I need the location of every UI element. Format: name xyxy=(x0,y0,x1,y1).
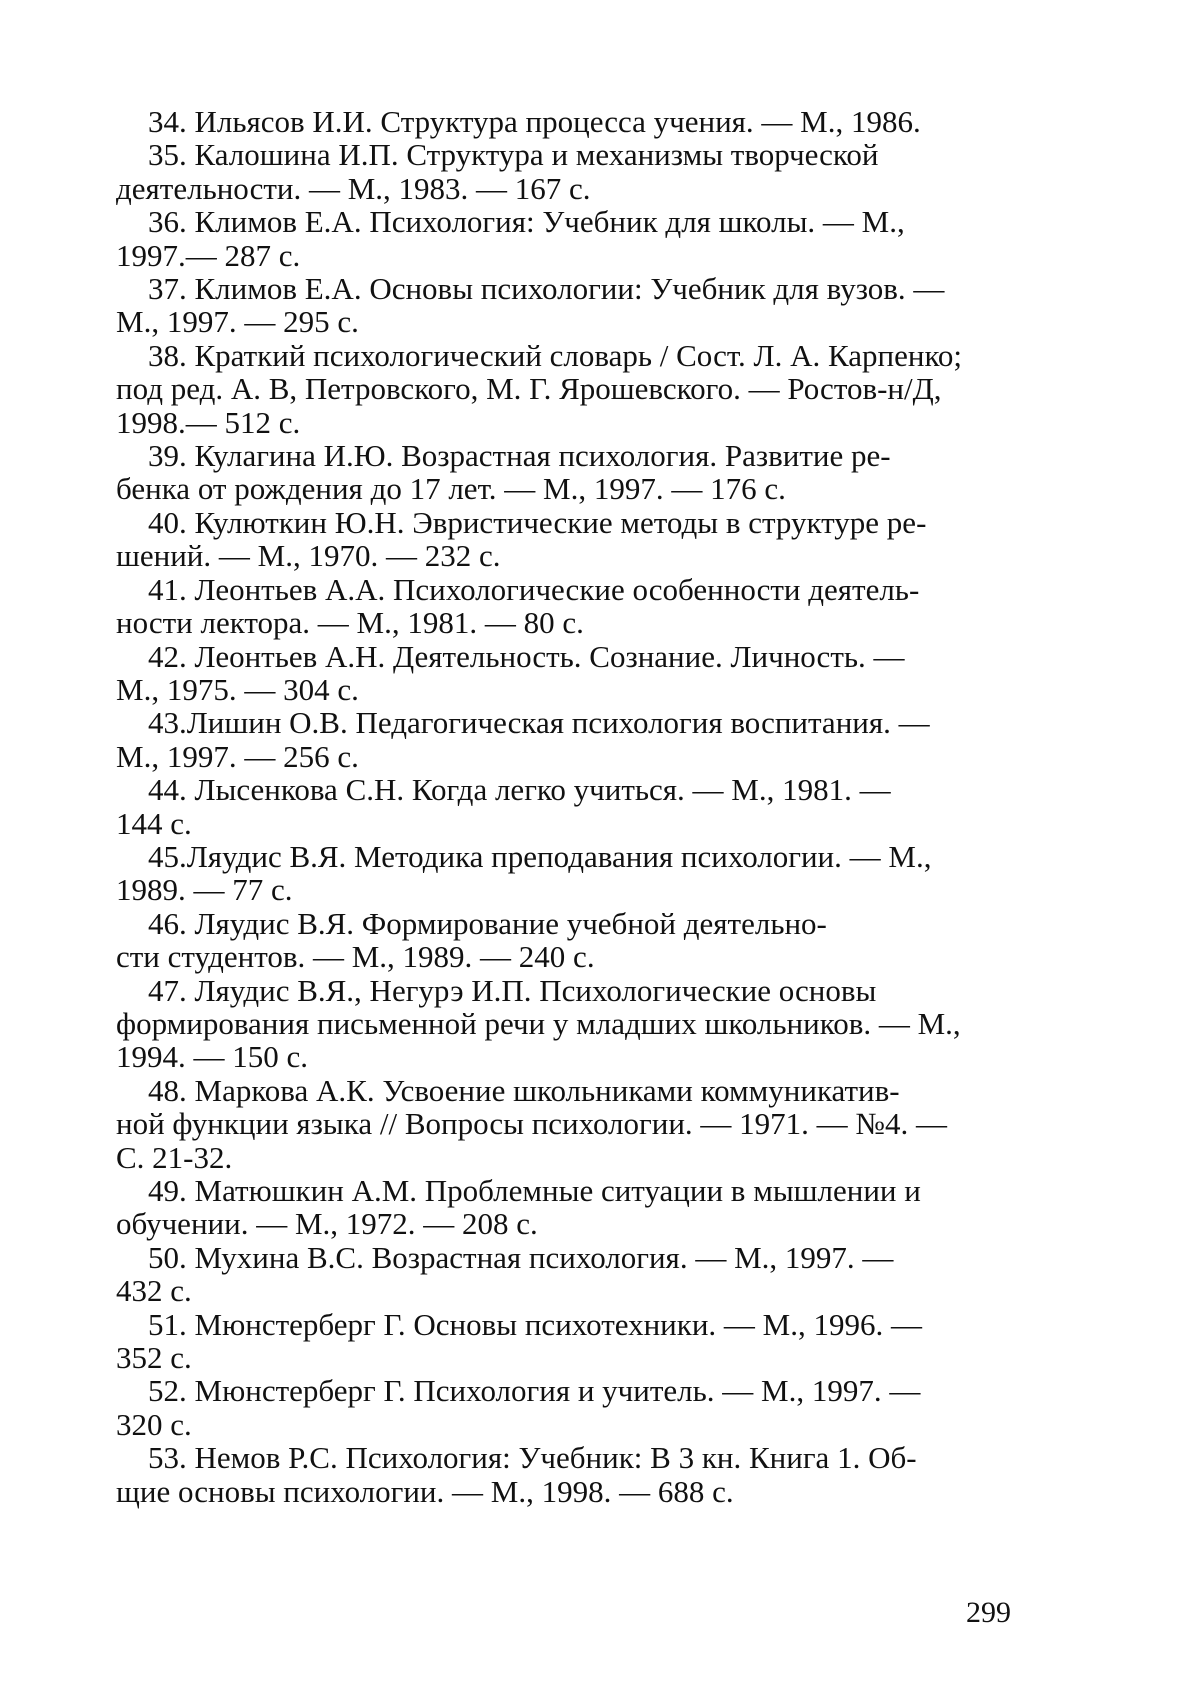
entry-line: 144 с. xyxy=(116,805,192,841)
bibliography-entry-49 xyxy=(116,1174,1020,1241)
entry-line: ности лектора. — М., 1981. — 80 с. xyxy=(116,605,584,641)
entry-line: формирования письменной речи у младших школьников. — М., xyxy=(116,1005,961,1041)
bibliography-entry-42 xyxy=(116,640,1020,707)
entry-line: 40. Кулюткин Ю.Н. Эвристические методы в структуре ре- xyxy=(148,504,927,540)
bibliography-entry-50 xyxy=(116,1241,1020,1308)
entry-line: М., 1997. — 256 с. xyxy=(116,738,359,774)
bibliography-entry-34 xyxy=(116,105,1020,138)
entry-line: 37. Климов Е.А. Основы психологии: Учебник для вузов. — xyxy=(148,271,945,307)
bibliography-entry-43 xyxy=(116,706,1020,773)
entry-line: 432 с. xyxy=(116,1273,192,1309)
entry-line: 47. Ляудис В.Я., Негурэ И.П. Психологические основы xyxy=(148,972,877,1008)
bibliography-entry-39 xyxy=(116,439,1020,506)
entry-line: 41. Леонтьев А.А. Психологические особенности деятель- xyxy=(148,571,920,607)
entry-line: С. 21-32. xyxy=(116,1139,233,1175)
entry-line: ной функции языка // Вопросы психологии. — 1971. — №4. — xyxy=(116,1106,947,1142)
entry-line: 51. Мюнстерберг Г. Основы психотехники. — М., 1996. — xyxy=(148,1306,922,1342)
entry-line: 44. Лысенкова С.Н. Когда легко учиться. — М., 1981. — xyxy=(148,772,891,808)
entry-line: 352 с. xyxy=(116,1340,192,1376)
bibliography-entry-41 xyxy=(116,573,1020,640)
entry-line: 36. Климов Е.А. Психология: Учебник для школы. — М., xyxy=(148,204,905,240)
bibliography-entry-44 xyxy=(116,773,1020,840)
entry-line: 53. Немов Р.С. Психология: Учебник: В 3 кн. Книга 1. Об- xyxy=(148,1440,917,1476)
bibliography-entry-40 xyxy=(116,506,1020,573)
entry-line: М., 1997. — 295 с. xyxy=(116,304,359,340)
entry-line: 1994. — 150 с. xyxy=(116,1039,309,1075)
entry-line: 320 с. xyxy=(116,1406,192,1442)
entry-line: 45.Ляудис В.Я. Методика преподавания психологии. — М., xyxy=(148,838,932,874)
entry-line: 1997.— 287 с. xyxy=(116,237,301,273)
entry-line: 38. Краткий психологический словарь / Сост. Л. А. Карпенко; xyxy=(148,337,963,373)
entry-line: 1989. — 77 с. xyxy=(116,872,293,908)
bibliography-entry-45 xyxy=(116,840,1020,907)
entry-line: 42. Леонтьев А.Н. Деятельность. Сознание. Личность. — xyxy=(148,638,905,674)
entry-line: 52. Мюнстерберг Г. Психология и учитель. — М., 1997. — xyxy=(148,1373,921,1409)
bibliography-entry-47 xyxy=(116,974,1020,1074)
bibliography-entry-35 xyxy=(116,138,1020,205)
entry-line: бенка от рождения до 17 лет. — М., 1997. — 176 с. xyxy=(116,471,786,507)
entry-line: М., 1975. — 304 с. xyxy=(116,671,359,707)
bibliography-entry-51 xyxy=(116,1308,1020,1375)
entry-line: под ред. А. В, Петровского, М. Г. Ярошевского. — Ростов-н/Д, xyxy=(116,371,942,407)
entry-line: обучении. — М., 1972. — 208 с. xyxy=(116,1206,538,1242)
entry-line: 1998.— 512 с. xyxy=(116,404,301,440)
entry-line: 48. Маркова А.К. Усвоение школьниками коммуникатив- xyxy=(148,1072,900,1108)
bibliography-entry-53 xyxy=(116,1441,1020,1508)
entry-line: шений. — М., 1970. — 232 с. xyxy=(116,538,501,574)
entry-line: 46. Ляудис В.Я. Формирование учебной деятельно- xyxy=(148,905,827,941)
bibliography-entry-48 xyxy=(116,1074,1020,1174)
entry-line: 34. Ильясов И.И. Структура процесса учения. — М., 1986. xyxy=(148,104,921,139)
bibliography-entry-52 xyxy=(116,1374,1020,1441)
bibliography-entry-46 xyxy=(116,907,1020,974)
entry-line: 50. Мухина B.C. Возрастная психология. — М., 1997. — xyxy=(148,1239,894,1275)
bibliography-entry-37 xyxy=(116,272,1020,339)
bibliography-list xyxy=(116,105,1020,1508)
entry-line: сти студентов. — М., 1989. — 240 с. xyxy=(116,939,595,975)
bibliography-entry-36 xyxy=(116,205,1020,272)
entry-line: деятельности. — М., 1983. — 167 с. xyxy=(116,170,591,206)
entry-line: 43.Лишин О.В. Педагогическая психология воспитания. — xyxy=(148,705,930,741)
page-number: 299 xyxy=(966,1596,1011,1629)
entry-line: 49. Матюшкин А.М. Проблемные ситуации в мышлении и xyxy=(148,1173,921,1208)
entry-line: 35. Калошина И.П. Структура и механизмы творческой xyxy=(148,137,879,173)
entry-line: 39. Кулагина И.Ю. Возрастная психология. Развитие ре- xyxy=(148,438,891,474)
entry-line: щие основы психологии. — М., 1998. — 688 с. xyxy=(116,1473,734,1509)
bibliography-entry-38 xyxy=(116,339,1020,439)
